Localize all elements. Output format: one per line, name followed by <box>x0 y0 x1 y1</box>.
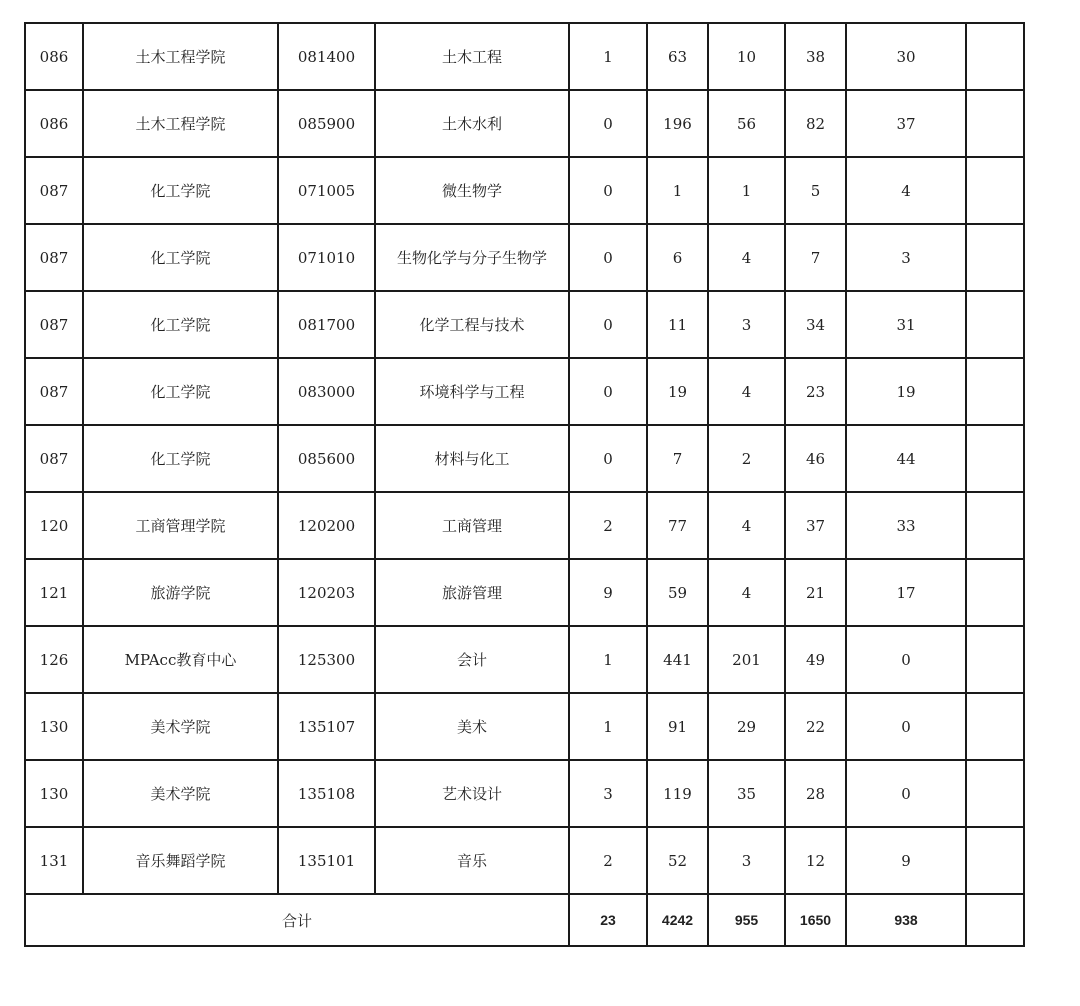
count-cell: 1 <box>647 157 708 224</box>
count-cell: 196 <box>647 90 708 157</box>
count-cell: 3 <box>708 291 785 358</box>
major-code-cell: 135108 <box>278 760 375 827</box>
count-cell: 9 <box>569 559 647 626</box>
total-cell: 4242 <box>647 894 708 946</box>
table-row <box>25 23 1024 90</box>
count-cell: 0 <box>569 224 647 291</box>
college-name-cell: 化工学院 <box>83 291 278 358</box>
count-cell: 1 <box>569 693 647 760</box>
count-cell: 37 <box>846 90 966 157</box>
empty-cell <box>966 23 1024 90</box>
major-code-cell: 120200 <box>278 492 375 559</box>
count-cell: 12 <box>785 827 846 894</box>
count-cell: 3 <box>846 224 966 291</box>
major-code-cell: 135107 <box>278 693 375 760</box>
count-cell: 21 <box>785 559 846 626</box>
count-cell: 6 <box>647 224 708 291</box>
total-cell: 955 <box>708 894 785 946</box>
count-cell: 3 <box>569 760 647 827</box>
count-cell: 0 <box>569 425 647 492</box>
major-code-cell: 120203 <box>278 559 375 626</box>
college-code-cell: 087 <box>25 358 83 425</box>
count-cell: 0 <box>846 693 966 760</box>
total-cell: 1650 <box>785 894 846 946</box>
count-cell: 17 <box>846 559 966 626</box>
major-code-cell: 071010 <box>278 224 375 291</box>
count-cell: 46 <box>785 425 846 492</box>
count-cell: 35 <box>708 760 785 827</box>
count-cell: 23 <box>785 358 846 425</box>
enrollment-table <box>24 22 1025 947</box>
empty-cell <box>966 358 1024 425</box>
total-label: 合计 <box>25 894 569 946</box>
table-row <box>25 358 1024 425</box>
count-cell: 3 <box>708 827 785 894</box>
count-cell: 49 <box>785 626 846 693</box>
college-code-cell: 120 <box>25 492 83 559</box>
table-row <box>25 760 1024 827</box>
count-cell: 19 <box>846 358 966 425</box>
college-name-cell: 美术学院 <box>83 760 278 827</box>
table-body <box>25 23 1024 946</box>
table-row <box>25 559 1024 626</box>
college-name-cell: 化工学院 <box>83 425 278 492</box>
count-cell: 119 <box>647 760 708 827</box>
total-cell: 938 <box>846 894 966 946</box>
empty-cell <box>966 894 1024 946</box>
college-name-cell: 美术学院 <box>83 693 278 760</box>
major-code-cell: 081700 <box>278 291 375 358</box>
count-cell: 28 <box>785 760 846 827</box>
college-name-cell: 土木工程学院 <box>83 90 278 157</box>
count-cell: 4 <box>846 157 966 224</box>
table-row <box>25 626 1024 693</box>
major-code-cell: 085600 <box>278 425 375 492</box>
empty-cell <box>966 492 1024 559</box>
count-cell: 77 <box>647 492 708 559</box>
count-cell: 33 <box>846 492 966 559</box>
major-name-cell: 土木水利 <box>375 90 569 157</box>
major-name-cell: 材料与化工 <box>375 425 569 492</box>
count-cell: 2 <box>708 425 785 492</box>
empty-cell <box>966 291 1024 358</box>
count-cell: 52 <box>647 827 708 894</box>
college-code-cell: 130 <box>25 760 83 827</box>
count-cell: 2 <box>569 492 647 559</box>
major-name-cell: 工商管理 <box>375 492 569 559</box>
count-cell: 0 <box>569 291 647 358</box>
major-code-cell: 135101 <box>278 827 375 894</box>
college-code-cell: 130 <box>25 693 83 760</box>
count-cell: 63 <box>647 23 708 90</box>
major-code-cell: 083000 <box>278 358 375 425</box>
count-cell: 5 <box>785 157 846 224</box>
count-cell: 31 <box>846 291 966 358</box>
count-cell: 29 <box>708 693 785 760</box>
major-name-cell: 环境科学与工程 <box>375 358 569 425</box>
count-cell: 59 <box>647 559 708 626</box>
count-cell: 34 <box>785 291 846 358</box>
table-row <box>25 224 1024 291</box>
college-code-cell: 086 <box>25 90 83 157</box>
college-name-cell: 音乐舞蹈学院 <box>83 827 278 894</box>
empty-cell <box>966 827 1024 894</box>
empty-cell <box>966 157 1024 224</box>
college-code-cell: 087 <box>25 425 83 492</box>
count-cell: 1 <box>569 23 647 90</box>
college-name-cell: 化工学院 <box>83 358 278 425</box>
empty-cell <box>966 425 1024 492</box>
empty-cell <box>966 559 1024 626</box>
count-cell: 10 <box>708 23 785 90</box>
count-cell: 2 <box>569 827 647 894</box>
count-cell: 4 <box>708 492 785 559</box>
college-name-cell: 化工学院 <box>83 224 278 291</box>
major-name-cell: 化学工程与技术 <box>375 291 569 358</box>
college-name-cell: 旅游学院 <box>83 559 278 626</box>
major-name-cell: 微生物学 <box>375 157 569 224</box>
table-row <box>25 827 1024 894</box>
major-code-cell: 081400 <box>278 23 375 90</box>
table-row <box>25 492 1024 559</box>
table-row <box>25 90 1024 157</box>
empty-cell <box>966 693 1024 760</box>
table-row <box>25 291 1024 358</box>
college-name-cell: 化工学院 <box>83 157 278 224</box>
college-code-cell: 121 <box>25 559 83 626</box>
major-name-cell: 生物化学与分子生物学 <box>375 224 569 291</box>
college-code-cell: 126 <box>25 626 83 693</box>
count-cell: 4 <box>708 358 785 425</box>
table-row <box>25 425 1024 492</box>
count-cell: 56 <box>708 90 785 157</box>
major-name-cell: 艺术设计 <box>375 760 569 827</box>
count-cell: 19 <box>647 358 708 425</box>
count-cell: 22 <box>785 693 846 760</box>
major-name-cell: 会计 <box>375 626 569 693</box>
college-code-cell: 087 <box>25 157 83 224</box>
count-cell: 0 <box>846 626 966 693</box>
total-cell: 23 <box>569 894 647 946</box>
count-cell: 9 <box>846 827 966 894</box>
count-cell: 1 <box>569 626 647 693</box>
college-name-cell: MPAcc教育中心 <box>83 626 278 693</box>
count-cell: 7 <box>647 425 708 492</box>
major-name-cell: 美术 <box>375 693 569 760</box>
major-name-cell: 土木工程 <box>375 23 569 90</box>
table-row <box>25 693 1024 760</box>
college-name-cell: 土木工程学院 <box>83 23 278 90</box>
empty-cell <box>966 626 1024 693</box>
count-cell: 30 <box>846 23 966 90</box>
empty-cell <box>966 90 1024 157</box>
count-cell: 37 <box>785 492 846 559</box>
count-cell: 11 <box>647 291 708 358</box>
major-name-cell: 旅游管理 <box>375 559 569 626</box>
count-cell: 201 <box>708 626 785 693</box>
count-cell: 7 <box>785 224 846 291</box>
count-cell: 1 <box>708 157 785 224</box>
count-cell: 0 <box>569 358 647 425</box>
count-cell: 82 <box>785 90 846 157</box>
count-cell: 0 <box>846 760 966 827</box>
count-cell: 0 <box>569 90 647 157</box>
count-cell: 4 <box>708 559 785 626</box>
major-code-cell: 071005 <box>278 157 375 224</box>
count-cell: 91 <box>647 693 708 760</box>
college-code-cell: 086 <box>25 23 83 90</box>
major-name-cell: 音乐 <box>375 827 569 894</box>
empty-cell <box>966 224 1024 291</box>
major-code-cell: 125300 <box>278 626 375 693</box>
table-row <box>25 157 1024 224</box>
empty-cell <box>966 760 1024 827</box>
total-row <box>25 894 1024 946</box>
college-name-cell: 工商管理学院 <box>83 492 278 559</box>
count-cell: 0 <box>569 157 647 224</box>
college-code-cell: 131 <box>25 827 83 894</box>
college-code-cell: 087 <box>25 224 83 291</box>
college-code-cell: 087 <box>25 291 83 358</box>
count-cell: 44 <box>846 425 966 492</box>
count-cell: 38 <box>785 23 846 90</box>
count-cell: 4 <box>708 224 785 291</box>
major-code-cell: 085900 <box>278 90 375 157</box>
count-cell: 441 <box>647 626 708 693</box>
